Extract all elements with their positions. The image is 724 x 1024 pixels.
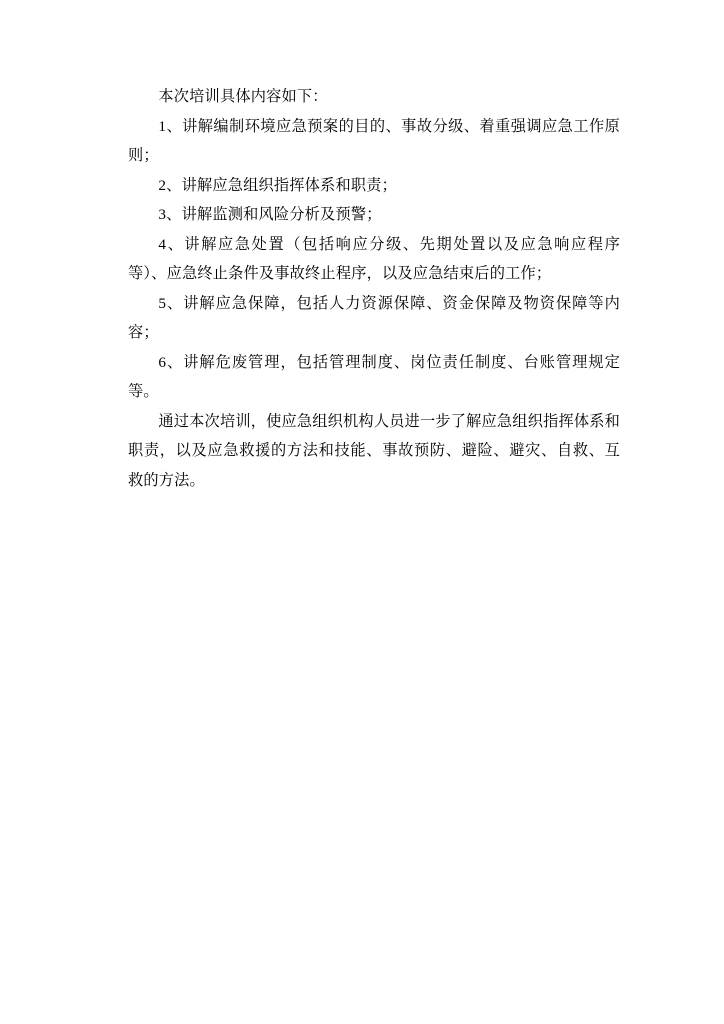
paragraph-intro: 本次培训具体内容如下：: [158, 88, 328, 105]
paragraph-item-5: 5、讲解应急保障，包括人力资源保障、资金保障及物资保障等内容；: [128, 294, 620, 341]
paragraph-item-2: 2、讲解应急组织指挥体系和职责；: [158, 176, 397, 194]
paragraph-conclusion: 通过本次培训，使应急组织机构人员进一步了解应急组织指挥体系和职责，以及应急救援的方法和技能、事故预防、避险、避灾、自救、互救的方法。: [128, 412, 621, 489]
paragraph-item-4: 4、讲解应急处置（包括响应分级、先期处置以及应急响应程序等）、应急终止条件及事故终止程序，以及应急结束后的工作；: [128, 235, 620, 282]
paragraph-item-1: 1、讲解编制环境应急预案的目的、事故分级、着重强调应急工作原则；: [128, 117, 620, 164]
paragraph-item-6: 6、讲解危废管理，包括管理制度、岗位责任制度、台账管理规定等。: [128, 353, 620, 400]
paragraph-item-3: 3、讲解监测和风险分析及预警；: [158, 206, 382, 223]
document-body: [128, 82, 620, 495]
